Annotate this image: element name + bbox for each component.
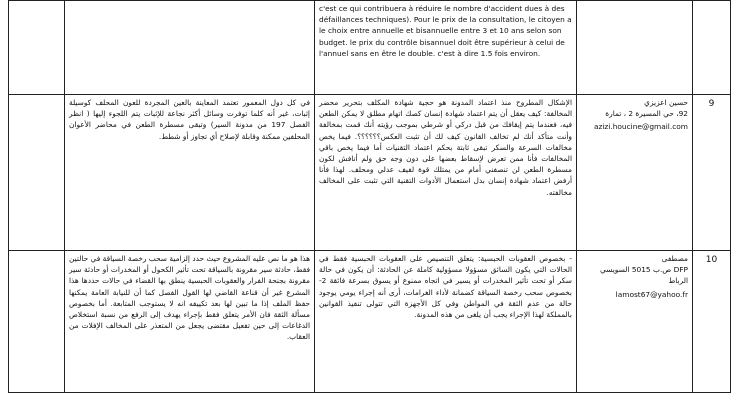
name-cell <box>577 95 693 251</box>
person-email: azizi.houcine@gmail.com <box>593 122 688 132</box>
person-name: حسين اعزيزي <box>644 98 688 107</box>
row-number: 10 <box>693 251 731 393</box>
person-email: lamost67@yahoo.fr <box>615 289 688 299</box>
person-address: DFP ص.ب 5015 السويسي الرباط <box>599 265 688 286</box>
table-row <box>9 1 731 95</box>
response-cell: في كل دول المعمور تعتمد المعاينة بالعين المجردة للعون المحلف كوسيلة إثبات، غير أنه كلما توفرت وسائل أكثر نجاعة للإثبات يتم اللجوء إليها ( انظر الفصل 197 من مدونة السير) وتبقى مسطرة الطعن في محاضر الأعوان المحلفين ممكنة وقابلة لإصلاح أي تجاوز أو شطط. <box>65 95 315 251</box>
observation-cell: - بخصوص العقوبات الحبسية: يتعلق التنصيص على العقوبات الحبسية فقط في الحالات التي يكون السائق مسؤولا مسؤولية كاملة عن الحادثة: أن يكون في حالة سكر أو تحت تأثير المخدرات أو يسير في اتجاه ممنوع أو يسوق بسرعة فائقة 2- بخصوص سحب رخصة السياقة كضمانة لأداء الغرامات، أرى أنه إجراء يومي يوجود حالة من عدم الثقة في المواطن وفي كل الأجهزة التي تتولى تنفيذ القوانين بالمملكة لهذا الإجراء يجب أن يلغى من هذه المدونة. <box>315 251 577 393</box>
empty-cell <box>9 251 65 393</box>
person-name: مصطفى <box>661 254 688 263</box>
name-cell <box>577 1 693 95</box>
empty-cell <box>9 1 65 95</box>
comments-table <box>8 0 731 393</box>
empty-cell <box>9 95 65 251</box>
table-row <box>9 251 731 393</box>
table-row <box>9 95 731 251</box>
row-number: 9 <box>693 95 731 251</box>
name-cell <box>577 251 693 393</box>
response-cell <box>65 1 315 95</box>
observation-cell: c'est ce qui contribuera à réduire le nombre d'accident dues à des défaillances techniques). Pour le prix de la consultation, le citoyen a le choix entre annuelle et bisannuelle entre 3 et 10 ans selon son budget. le prix du contrôle bisannuel doit être supérieur à celui de l'annuel sans en être le double. c'est à dire 1.5 fois environ. <box>315 1 577 95</box>
observation-cell: الإشكال المطروح منذ اعتماد المدونة هو حجية شهادة المكلف بتحرير محضر المخالفة: كيف يعقل أن يتم اعتماد شهادة إنسان كصك اتهام مطلق لا يمكن الطعن فيه، فعندما يتم إيقافك من قبل دركي أو شرطي بموجب رؤيته أنك قمت بمخالفة وأنت متأكد أنك لم تخالف القانون كيف لك أن تثبت العكس؟؟؟؟؟؟. فيما يخص مخالفات السرعة والسكر تبقى ثابتة بحكم اعتماد التقنيات أما فيما يخص باقي المخالفات فأنا ممن تعرض لإسقاط بعضها على دون وجه حق ولم أنافش لكون مسطرة الطعن لن تنصفني أمام من يمتلك قوة لفيف عدلي ومحلف. لهذا فأنا أرفض اعتماد شهادة إنسان بدل استعمال الأدوات التقنية التي تثبت على المخالف مخالفته. <box>315 95 577 251</box>
person-address: 92، حي المسيرة 2 ، تمارة <box>605 109 688 119</box>
response-cell: هذا هو ما نص عليه المشروع حيث حدد إلزامية سحب رخصة السياقة في حالتين فقط، حادثة سير مقرونة بالسياقة تحت تأثير الكحول أو المخدرات أو حادثة سير مقرونة بجنحة الفرار والعقوبات الحبسية ينطق بها القضاء في حالات حددها هذا المشرع غير أن قناعة القاضي لها القول الفصل كما أن للنيابة العامة يمكنها حفظ الملف إذا ما تبين لها بعد تكييفه انه لا يستوجب المتابعة. أما بخصوص مسألة الثقة فان الأمر يتعلق فقط بإجراء يهدف إلى الرفع من نسبة استخلاص الدغاعات إلى حين تفعيل مقتضى يجعل من المتعذر على المخالف الإفلات من العقاب. <box>65 251 315 393</box>
row-number <box>693 1 731 95</box>
